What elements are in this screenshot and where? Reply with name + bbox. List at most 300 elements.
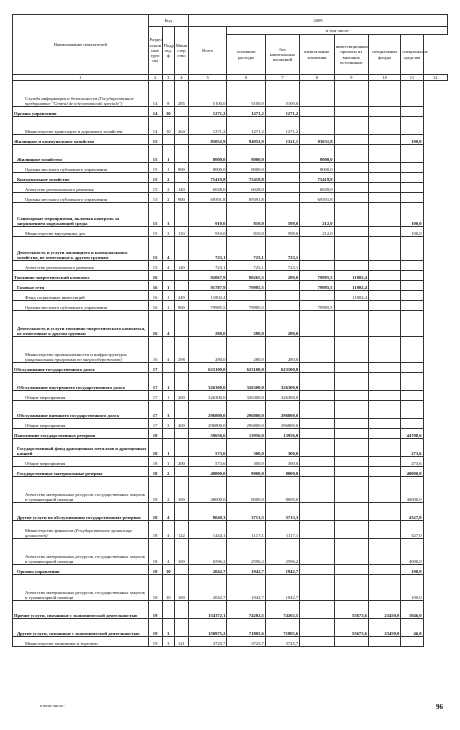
- value-ss: 100,0: [401, 135, 423, 145]
- value-nocap: 1942,7: [265, 565, 299, 575]
- row-label: Агентство регионального развития: [13, 261, 149, 271]
- table-row: [13, 477, 448, 503]
- row-label: Общие мероприятия: [13, 391, 149, 401]
- header-year: 2009: [188, 15, 447, 27]
- value-sf: [368, 467, 400, 477]
- value-ss: [401, 237, 423, 261]
- value-nocap: 280,0: [265, 271, 299, 281]
- value-sf: [368, 135, 400, 145]
- row-label: Агентство материальных ресурсов, государственных закупок и гуманитарной помощи: [13, 477, 149, 503]
- column-number: 4: [174, 75, 188, 81]
- code-section: 16: [148, 311, 162, 337]
- code-subsection: [162, 135, 174, 145]
- value-cap: [300, 261, 334, 271]
- value-total: 723,1: [188, 261, 226, 271]
- value-basic: 723,1: [227, 261, 265, 271]
- value-inv: [334, 363, 368, 373]
- row-label: Органы управления: [13, 565, 149, 575]
- code-section: 17: [148, 363, 162, 373]
- value-cap: [300, 619, 334, 637]
- row-label: Министерство промышленности и инфраструктуры (национальная программа по энергосбережению): [13, 337, 149, 363]
- row-label: Государственный фонд драгоценных металлов и драгоценных камней: [13, 439, 149, 457]
- value-cap: 212,0: [300, 227, 334, 237]
- table-row: [13, 373, 448, 391]
- value-total: 48000,0: [188, 477, 226, 503]
- row-label: Коммунальное хозяйство: [13, 173, 149, 183]
- value-cap: [300, 539, 334, 565]
- value-ss: [401, 107, 423, 117]
- code-ministry: [174, 145, 188, 163]
- table-row: [13, 467, 448, 477]
- value-basic: 69391,8: [227, 193, 265, 203]
- value-ss: 273,6: [401, 439, 423, 457]
- code-subsection: 2: [162, 183, 174, 193]
- value-cap: [300, 467, 334, 477]
- code-ministry: [174, 429, 188, 439]
- row-label: Министерство внутренних дел: [13, 227, 149, 237]
- column-number: 5: [188, 75, 226, 81]
- value-ss: [401, 301, 423, 311]
- value-ss: [401, 291, 423, 301]
- header-including: в том числе: [227, 27, 448, 35]
- value-cap: [300, 457, 334, 467]
- value-cap: 79985,5: [300, 301, 334, 311]
- value-ss: [401, 145, 423, 163]
- column-number: 2: [148, 75, 162, 81]
- value-sf: [368, 521, 400, 539]
- value-ss: 4327,0: [401, 503, 423, 521]
- header-nocap: без капитальных вложений: [265, 35, 299, 75]
- code-section: 18: [148, 457, 162, 467]
- value-inv: [334, 401, 368, 419]
- value-basic: 79985,5: [227, 281, 265, 291]
- table-row: [13, 503, 448, 521]
- value-inv: [334, 173, 368, 183]
- value-ss: 44700,6: [401, 429, 423, 439]
- value-total: 326300,0: [188, 391, 226, 401]
- value-ss: [401, 373, 423, 391]
- code-subsection: 4: [162, 503, 174, 521]
- value-ss: [401, 637, 423, 647]
- code-section: 15: [148, 145, 162, 163]
- value-inv: [334, 565, 368, 575]
- row-label: Обслуживание внешнего государственного долга: [13, 401, 149, 419]
- value-total: 154372,1: [188, 601, 226, 619]
- code-section: 15: [148, 203, 162, 227]
- value-ss: 40000,0: [401, 477, 423, 503]
- code-subsection: 8: [162, 81, 174, 107]
- code-section: 15: [148, 135, 162, 145]
- header-subsection: Подр азд. ф: [162, 27, 174, 75]
- page-number: 96: [436, 703, 443, 711]
- value-sf: [368, 107, 400, 117]
- value-total: 910,0: [188, 203, 226, 227]
- value-total: 75419,8: [188, 173, 226, 183]
- value-ss: [401, 311, 423, 337]
- value-cap: 6028,0: [300, 183, 334, 193]
- value-cap: [300, 291, 334, 301]
- code-section: 19: [148, 601, 162, 619]
- value-basic: 8000,0: [227, 467, 265, 477]
- table-row: [13, 117, 448, 135]
- value-cap: [300, 601, 334, 619]
- table-body: [13, 81, 448, 647]
- value-inv: [334, 521, 368, 539]
- code-ministry: 900: [174, 301, 188, 311]
- code-ministry: 140: [174, 183, 188, 193]
- table-row: [13, 311, 448, 337]
- code-section: 16: [148, 337, 162, 363]
- code-ministry: 900: [174, 163, 188, 173]
- value-basic: 13956,0: [227, 429, 265, 439]
- value-nocap: 300,0: [265, 457, 299, 467]
- value-nocap: 1117,1: [265, 521, 299, 539]
- value-cap: [300, 575, 334, 601]
- code-subsection: 2: [162, 477, 174, 503]
- value-nocap: [265, 193, 299, 203]
- value-basic: 1117,1: [227, 521, 265, 539]
- table-row: [13, 337, 448, 363]
- row-label: Министерство транспорта и дорожного хозяйства: [13, 117, 149, 135]
- value-basic: 326300,0: [227, 373, 265, 391]
- value-basic: 84952,9: [227, 135, 265, 145]
- value-inv: [334, 503, 368, 521]
- code-section: 15: [148, 237, 162, 261]
- code-ministry: [174, 503, 188, 521]
- value-ss: 40000,0: [401, 467, 423, 477]
- value-sf: [368, 439, 400, 457]
- value-sf: [368, 419, 400, 429]
- value-ss: [401, 337, 423, 363]
- code-ministry: [174, 281, 188, 291]
- code-subsection: [162, 363, 174, 373]
- code-ministry: [174, 373, 188, 391]
- code-section: 19: [148, 619, 162, 637]
- value-inv: [334, 193, 368, 203]
- code-ministry: [174, 173, 188, 183]
- table-row: [13, 203, 448, 227]
- value-cap: [300, 565, 334, 575]
- value-sf: 23450,0: [368, 619, 400, 637]
- column-number: 9: [334, 75, 368, 81]
- value-basic: 300,0: [227, 457, 265, 467]
- header-special-funds: специальные фонды: [368, 35, 400, 75]
- value-total: 6028,0: [188, 183, 226, 193]
- value-inv: [334, 391, 368, 401]
- value-nocap: [265, 281, 299, 291]
- table-row: [13, 291, 448, 301]
- value-sf: [368, 81, 400, 107]
- table-row: [13, 281, 448, 291]
- code-ministry: [174, 601, 188, 619]
- value-ss: [401, 193, 423, 203]
- column-number: 1: [13, 75, 149, 81]
- value-nocap: 1321,1: [265, 135, 299, 145]
- value-inv: 55673,6: [334, 601, 368, 619]
- value-total: 91787,9: [188, 281, 226, 291]
- value-nocap: 13956,0: [265, 429, 299, 439]
- value-sf: [368, 261, 400, 271]
- value-nocap: 326300,0: [265, 391, 299, 401]
- code-subsection: 3: [162, 401, 174, 419]
- code-ministry: 169: [174, 539, 188, 565]
- code-section: 15: [148, 183, 162, 193]
- code-subsection: 3: [162, 227, 174, 237]
- value-total: 5100,0: [188, 81, 226, 107]
- code-ministry: [174, 619, 188, 637]
- row-label: Санитарные мероприятия, включая контроль за загрязнением окружающей среды: [13, 203, 149, 227]
- value-total: 2042,7: [188, 565, 226, 575]
- value-sf: [368, 565, 400, 575]
- value-total: 280,0: [188, 337, 226, 363]
- value-nocap: 74202,5: [265, 601, 299, 619]
- value-basic: 1271,2: [227, 107, 265, 117]
- value-sf: [368, 237, 400, 261]
- table-row: [13, 193, 448, 203]
- value-nocap: 723,1: [265, 237, 299, 261]
- code-subsection: 2: [162, 467, 174, 477]
- code-subsection: 10: [162, 565, 174, 575]
- code-ministry: [174, 271, 188, 281]
- code-ministry: 264: [174, 117, 188, 135]
- code-subsection: 1: [162, 373, 174, 391]
- row-label: Министерство экономики и торговли: [13, 637, 149, 647]
- table-row: [13, 107, 448, 117]
- value-sf: [368, 227, 400, 237]
- value-cap: [300, 439, 334, 457]
- value-inv: 11802,4: [334, 271, 368, 281]
- value-sf: [368, 373, 400, 391]
- column-number: 7: [265, 75, 299, 81]
- code-ministry: 200: [174, 391, 188, 401]
- code-section: 16: [148, 271, 162, 281]
- row-note: (Государственное хранилище ценностей): [25, 527, 133, 538]
- value-basic: 810,0: [227, 203, 265, 227]
- row-label: Министерство финансов (Государственное хранилище ценностей): [13, 521, 149, 539]
- value-nocap: 8000,0: [265, 467, 299, 477]
- value-inv: [334, 301, 368, 311]
- value-nocap: 5100,0: [265, 81, 299, 107]
- value-sf: [368, 311, 400, 337]
- value-cap: [300, 107, 334, 117]
- table-row: [13, 401, 448, 419]
- row-label: Деятельность и услуги жилищного и коммунального хозяйства, не отнесенные к другим группам: [13, 237, 149, 261]
- row-label: Другие услуги по обслуживанию государственных резервов: [13, 503, 149, 521]
- table-row: [13, 261, 448, 271]
- value-total: 573,6: [188, 439, 226, 457]
- value-total: 296800,0: [188, 419, 226, 429]
- column-number: 11: [401, 75, 423, 81]
- value-nocap: 1271,2: [265, 117, 299, 135]
- code-subsection: 10: [162, 117, 174, 135]
- code-section: 18: [148, 521, 162, 539]
- value-total: 85052,9: [188, 135, 226, 145]
- row-label: Деятельность и услуги топливно-энергетического комплекса, не отнесенные к другим группам: [13, 311, 149, 337]
- code-section: 14: [148, 117, 162, 135]
- value-basic: 79985,5: [227, 301, 265, 311]
- value-ss: 100,0: [401, 565, 423, 575]
- code-ministry: [174, 203, 188, 227]
- value-basic: 5100,0: [227, 81, 265, 107]
- value-inv: [334, 261, 368, 271]
- value-sf: [368, 337, 400, 363]
- code-subsection: 3: [162, 637, 174, 647]
- value-ss: [401, 401, 423, 419]
- row-note: (национальная программа по энергосбережению): [25, 357, 122, 362]
- value-basic: 296800,0: [227, 419, 265, 429]
- value-sf: [368, 539, 400, 565]
- value-inv: [334, 81, 368, 107]
- code-section: 18: [148, 575, 162, 601]
- value-nocap: 623100,0: [265, 363, 299, 373]
- value-basic: 280,0: [227, 337, 265, 363]
- value-sf: [368, 291, 400, 301]
- table-row: [13, 419, 448, 429]
- value-total: 8000,0: [188, 163, 226, 173]
- value-basic: 8000,0: [227, 477, 265, 503]
- value-inv: [334, 135, 368, 145]
- code-section: 18: [148, 467, 162, 477]
- value-basic: 810,0: [227, 227, 265, 237]
- value-ss: 100,0: [401, 203, 423, 227]
- value-inv: [334, 145, 368, 163]
- row-label: Агентство материальных ресурсов, государственных закупок и гуманитарной помощи: [13, 575, 149, 601]
- value-total: 6596,2: [188, 539, 226, 565]
- value-basic: 3725,7: [227, 637, 265, 647]
- value-cap: [300, 363, 334, 373]
- code-section: 15: [148, 261, 162, 271]
- value-total: 58656,6: [188, 429, 226, 439]
- value-nocap: 1942,7: [265, 575, 299, 601]
- code-subsection: 4: [162, 237, 174, 261]
- code-subsection: 4: [162, 539, 174, 565]
- value-cap: 79985,5: [300, 271, 334, 281]
- value-sf: [368, 429, 400, 439]
- value-total: 11802,4: [188, 291, 226, 301]
- table-row: [13, 363, 448, 373]
- value-sf: [368, 301, 400, 311]
- value-cap: [300, 429, 334, 439]
- code-section: 17: [148, 401, 162, 419]
- code-ministry: [174, 363, 188, 373]
- code-subsection: 3: [162, 203, 174, 227]
- value-basic: 300,0: [227, 439, 265, 457]
- budget-table: [12, 14, 448, 647]
- value-nocap: 8000,0: [265, 477, 299, 503]
- value-ss: [401, 363, 423, 373]
- value-cap: [300, 311, 334, 337]
- code-ministry: 122: [174, 521, 188, 539]
- column-number: 10: [368, 75, 400, 81]
- value-total: 623100,0: [188, 363, 226, 373]
- row-label: Органы местного публичного управления: [13, 301, 149, 311]
- code-ministry: [174, 439, 188, 457]
- value-nocap: 296800,0: [265, 419, 299, 429]
- value-basic: 1271,2: [227, 117, 265, 135]
- value-sf: [368, 391, 400, 401]
- code-section: 16: [148, 281, 162, 291]
- value-inv: [334, 237, 368, 261]
- value-inv: 55673,6: [334, 619, 368, 637]
- header-ministry: Мини стер ство: [174, 27, 188, 75]
- including-label: в том числе:: [40, 703, 65, 708]
- value-nocap: 280,0: [265, 337, 299, 363]
- code-section: 15: [148, 193, 162, 203]
- row-label: Обслуживание государственного долга: [13, 363, 149, 373]
- value-cap: [300, 521, 334, 539]
- value-nocap: 3725,7: [265, 637, 299, 647]
- value-total: 326300,0: [188, 373, 226, 391]
- value-ss: [401, 281, 423, 291]
- value-total: 79985,5: [188, 301, 226, 311]
- code-section: 18: [148, 539, 162, 565]
- value-basic: 326300,0: [227, 391, 265, 401]
- code-section: 18: [148, 439, 162, 457]
- code-ministry: 285: [174, 81, 188, 107]
- value-inv: 11802,4: [334, 281, 368, 291]
- value-inv: [334, 117, 368, 135]
- value-basic: 8000,0: [227, 145, 265, 163]
- code-section: 15: [148, 227, 162, 237]
- value-nocap: 1271,2: [265, 107, 299, 117]
- table-row: [13, 439, 448, 457]
- value-cap: 79985,5: [300, 281, 334, 291]
- code-subsection: 3: [162, 619, 174, 637]
- code-ministry: [174, 311, 188, 337]
- code-subsection: 4: [162, 337, 174, 363]
- value-inv: [334, 107, 368, 117]
- value-total: 1271,2: [188, 117, 226, 135]
- value-cap: [300, 373, 334, 391]
- code-subsection: 10: [162, 107, 174, 117]
- table-row: [13, 145, 448, 163]
- value-total: 296800,0: [188, 401, 226, 419]
- code-section: 17: [148, 391, 162, 401]
- value-inv: [334, 183, 368, 193]
- value-sf: [368, 173, 400, 183]
- value-basic: 623100,0: [227, 363, 265, 373]
- value-ss: 46,0: [401, 619, 423, 637]
- value-ss: 100,0: [401, 575, 423, 601]
- value-ss: [401, 271, 423, 281]
- value-inv: [334, 539, 368, 565]
- code-section: 16: [148, 301, 162, 311]
- value-cap: [300, 81, 334, 107]
- value-basic: 71805,6: [227, 619, 265, 637]
- value-cap: [300, 477, 334, 503]
- value-basic: 280,0: [227, 311, 265, 337]
- value-total: 8040,3: [188, 503, 226, 521]
- value-total: 1271,2: [188, 107, 226, 117]
- value-total: 69391,8: [188, 193, 226, 203]
- code-subsection: 10: [162, 575, 174, 601]
- value-total: 8000,0: [188, 145, 226, 163]
- code-ministry: [174, 237, 188, 261]
- value-nocap: [265, 291, 299, 301]
- table-row: [13, 237, 448, 261]
- code-subsection: 2: [162, 173, 174, 183]
- value-basic: 75419,8: [227, 173, 265, 183]
- column-number: 12: [423, 75, 447, 81]
- table-row: [13, 135, 448, 145]
- code-ministry: [174, 467, 188, 477]
- value-cap: [300, 637, 334, 647]
- code-ministry: 249: [174, 291, 188, 301]
- value-sf: [368, 363, 400, 373]
- row-label: Газовые сети: [13, 281, 149, 291]
- value-nocap: [265, 301, 299, 311]
- value-basic: 723,1: [227, 237, 265, 261]
